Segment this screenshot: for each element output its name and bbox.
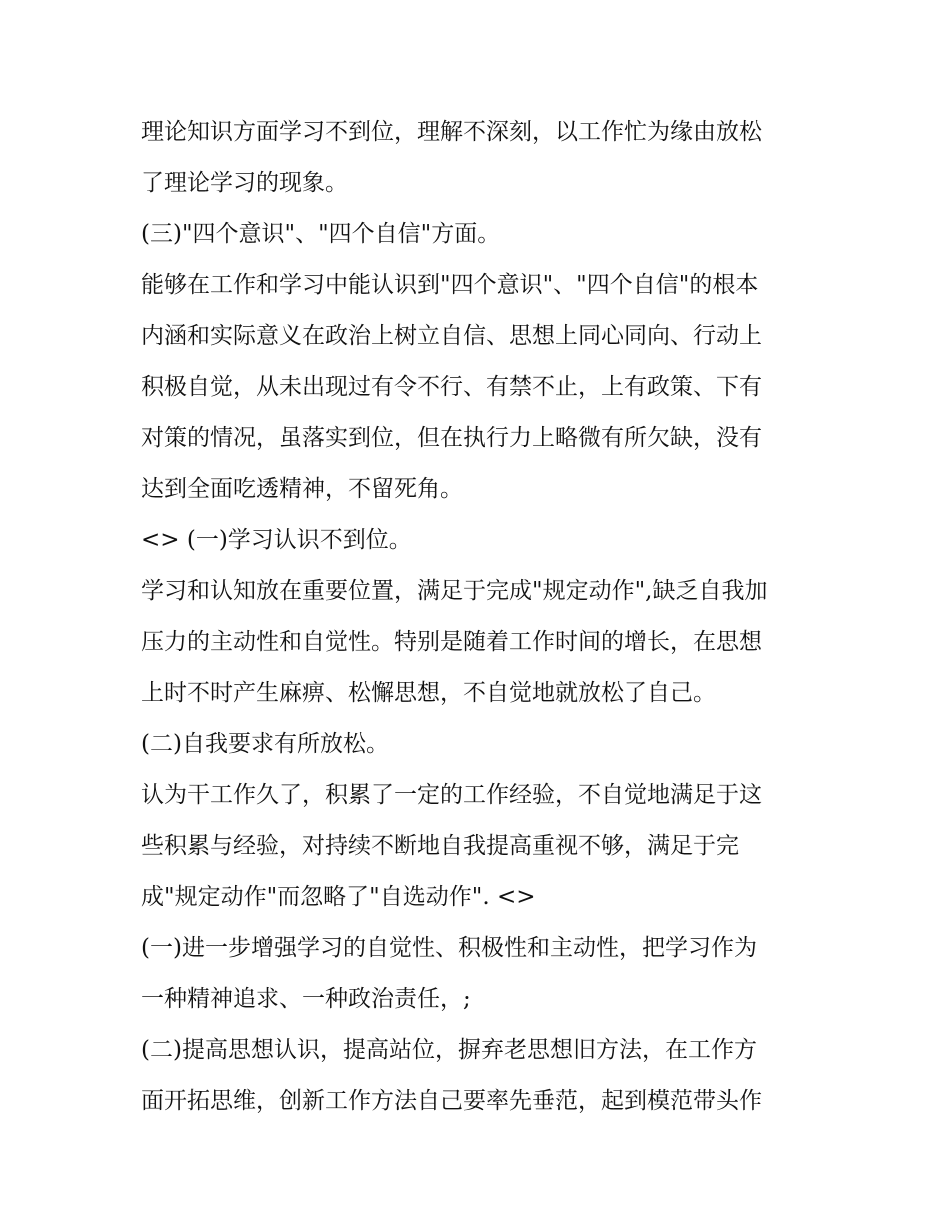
text-line: 理论知识方面学习不到位，理解不深刻，以工作忙为缘由放松: [141, 119, 762, 145]
text-line: 达到全面吃透精神，不留死角。: [141, 476, 463, 502]
text-line: 些积累与经验，对持续不断地自我提高重视不够，满足于完: [141, 833, 739, 859]
text-line: 学习和认知放在重要位置，满足于完成"规定动作",缺乏自我加: [141, 578, 768, 604]
text-line: 成"规定动作"而忽略了"自选动作". <>: [141, 884, 536, 910]
section-heading: (一)进一步增强学习的自觉性、积极性和主动性，把学习作为: [141, 935, 757, 961]
text-line: 上时不时产生麻痹、松懈思想，不自觉地就放松了自己。: [141, 680, 716, 706]
text-line: 了理论学习的现象。: [141, 170, 348, 196]
section-heading: (二)自我要求有所放松。: [141, 731, 389, 757]
section-heading: (三)"四个意识"、"四个自信"方面。: [141, 221, 501, 247]
document-body: [141, 107, 821, 1127]
text-line: 积极自觉，从未出现过有令不行、有禁不止，上有政策、下有: [141, 374, 762, 400]
section-heading: (二)提高思想认识，提高站位，摒弃老思想旧方法，在工作方: [141, 1037, 757, 1063]
text-line: 面开拓思维，创新工作方法自己要率先垂范，起到模范带头作: [141, 1088, 762, 1114]
text-line: 一种精神追求、一种政治责任，;: [141, 986, 471, 1012]
text-line: 认为干工作久了，积累了一定的工作经验，不自觉地满足于这: [141, 782, 762, 808]
text-line: 对策的情况，虽落实到位，但在执行力上略微有所欠缺，没有: [141, 425, 762, 451]
text-line: 内涵和实际意义在政治上树立自信、思想上同心同向、行动上: [141, 323, 762, 349]
text-line: 压力的主动性和自觉性。特别是随着工作时间的增长，在思想: [141, 629, 762, 655]
text-line: 能够在工作和学习中能认识到"四个意识"、"四个自信"的根本: [141, 272, 759, 298]
section-heading: <> (一)学习认识不到位。: [141, 527, 412, 553]
